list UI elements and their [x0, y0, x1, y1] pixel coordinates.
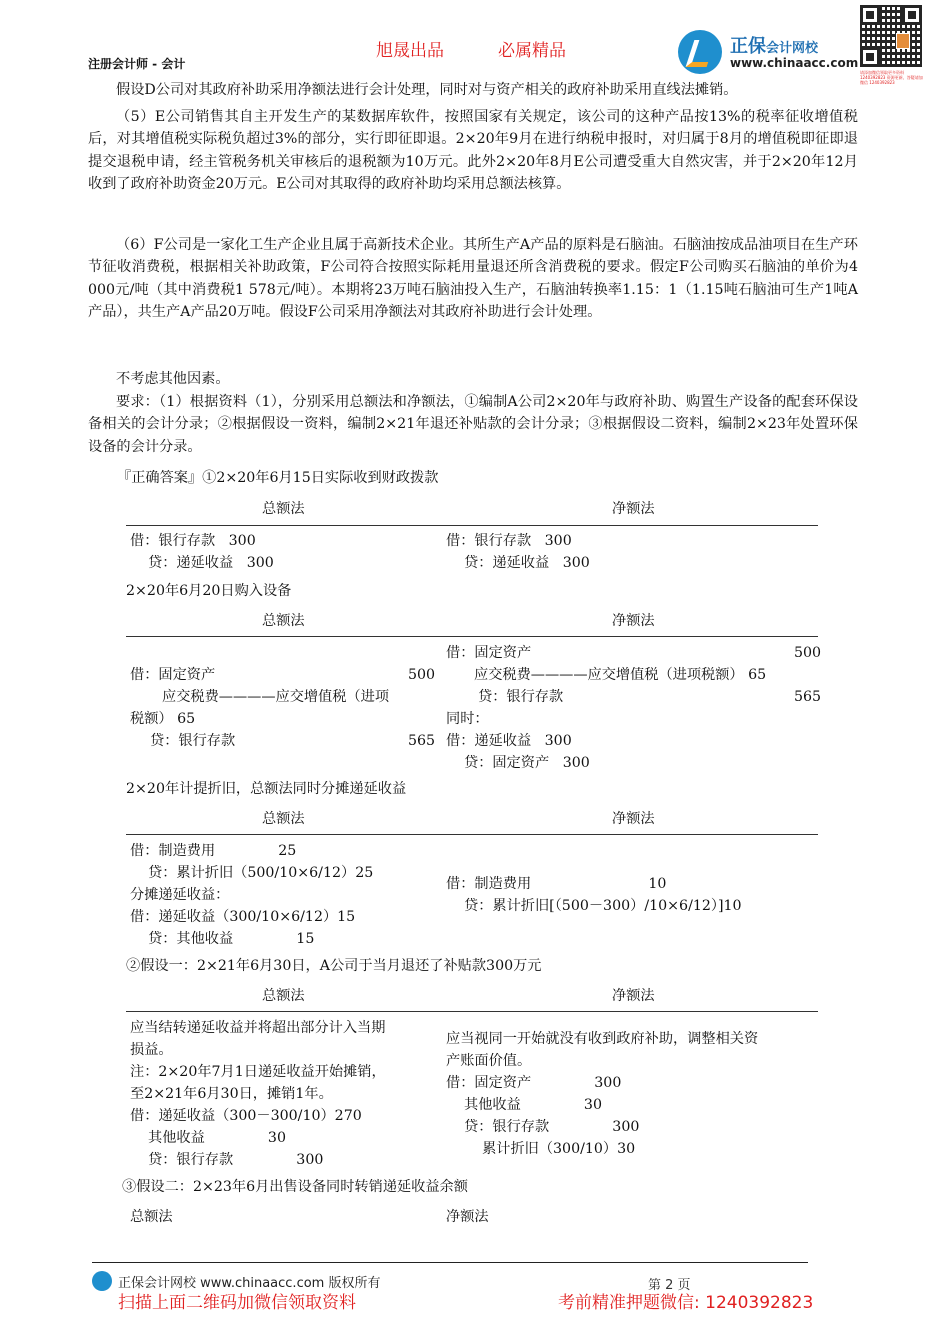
entry-line: 借：制造费用 10: [446, 876, 667, 892]
col-header-total: 总额法: [262, 501, 305, 517]
col-header-total: 总额法: [130, 1209, 173, 1225]
qr-note: 请添加微信领取更多资料 1240392823 资源更新、答疑请加微信 1240392823: [860, 70, 923, 85]
entry-line: 应交税费————应交增值税（进项税额） 65: [474, 667, 767, 683]
paragraph-no-other: 不考虑其他因素。: [116, 371, 230, 387]
col-header-net: 净额法: [612, 501, 655, 517]
col-header-net: 净额法: [612, 811, 655, 827]
entry-line: 贷：递延收益 300: [130, 555, 274, 571]
footer-copyright: 正保会计网校 www.chinaacc.com 版权所有: [118, 1276, 381, 1291]
entry-line: 贷：固定资产 300: [446, 755, 590, 771]
entry-line: 借：递延收益（300－300/10）270: [130, 1108, 362, 1124]
entry-line: 借：递延收益（300/10×6/12）15: [130, 909, 356, 925]
promo-left: 扫描上面二维码加微信领取资料: [118, 1293, 356, 1313]
header-brand-left: 旭晟出品: [376, 41, 444, 61]
entry-line: 借：制造费用 25: [130, 843, 297, 859]
entry-line: 应当视同一开始就没有收到政府补助，调整相关资: [446, 1031, 759, 1047]
logo-url: www.chinaacc.com: [730, 56, 859, 70]
entry-line: 借：递延收益 300: [446, 733, 572, 749]
entry-line: 累计折旧（300/10）30: [446, 1141, 636, 1157]
col-header-total: 总额法: [262, 811, 305, 827]
entry-line: 贷：银行存款 300: [130, 1152, 324, 1168]
col-header-total: 总额法: [262, 988, 305, 1004]
entry-line: 贷：递延收益 300: [446, 555, 590, 571]
col-header-net: 净额法: [446, 1209, 489, 1225]
entry-line: 注：2×20年7月1日递延收益开始摊销，: [130, 1064, 386, 1080]
entry-line: 借：固定资产: [130, 667, 216, 683]
entry-line: 贷：银行存款: [150, 733, 236, 749]
entry-line: 贷：银行存款 300: [446, 1119, 640, 1135]
logo-mark-icon: [678, 30, 722, 74]
header-brand-right: 必属精品: [498, 41, 566, 61]
entry-line: 应当结转递延收益并将超出部分计入当期: [130, 1020, 386, 1036]
entry-line: 贷：累计折旧（500/10×6/12）25: [130, 865, 374, 881]
section-title: 2×20年计提折旧，总额法同时分摊递延收益: [126, 781, 407, 797]
table-rule: [126, 1011, 818, 1012]
entry-line: 其他收益 30: [130, 1130, 286, 1146]
paragraph-6: （6）F公司是一家化工生产企业且属于高新技术企业。其所生产A产品的原料是石脑油。石脑油按成品油项目在生产环节征收消费税，根据相关补助政策，F公司符合按照实际耗用量退还所含消费税的要求。假定F公司购买石脑油的单价为4 000元/吨（其中消费税1 578元/吨）。本期将23万吨石脑油投入生产，石脑油转换率1.15：1（1.15吨石脑油可生产1吨A产品），共生产A产品20万吨。假设F公司采用净额法对其政府补助进行会计处理。: [88, 237, 858, 321]
entry-line: 至2×21年6月30日，摊销1年。: [130, 1086, 333, 1102]
logo-name: 正保会计网校: [730, 36, 819, 57]
footer-logo-icon: [92, 1271, 112, 1291]
table-rule: [126, 834, 818, 835]
entry-line: 其他收益 30: [446, 1097, 602, 1113]
entry-line: 借：固定资产: [446, 645, 532, 661]
col-header-net: 净额法: [612, 988, 655, 1004]
section-title: ③假设二：2×23年6月出售设备同时转销递延收益余额: [122, 1179, 468, 1195]
promo-right: 考前精准押题微信: 1240392823: [558, 1293, 814, 1313]
qr-code-icon: [860, 5, 922, 67]
entry-line: 应交税费————应交增值税（进项: [162, 689, 390, 705]
entry-amount: 500: [408, 667, 436, 683]
course-title: 注册会计师 - 会计: [88, 57, 186, 71]
answer-title: 『正确答案』①2×20年6月15日实际收到财政拨款: [117, 470, 439, 486]
entry-line: 损益。: [130, 1042, 173, 1058]
footer-rule: [92, 1262, 808, 1263]
entry-line: 贷：累计折旧[（500－300）/10×6/12）]10: [446, 898, 742, 914]
entry-line: 贷：其他收益 15: [130, 931, 315, 947]
page-number: 第 2 页: [648, 1278, 691, 1293]
entry-amount: 500: [794, 645, 822, 661]
col-header-net: 净额法: [612, 613, 655, 629]
entry-line: 借：固定资产 300: [446, 1075, 622, 1091]
paragraph-requirement: 要求：（1）根据资料（1），分别采用总额法和净额法，①编制A公司2×20年与政府补助、购置生产设备的配套环保设备相关的会计分录；②根据假设一资料，编制2×21年退还补贴款的会计分录；③根据假设二资料，编制2×23年处置环保设备的会计分录。: [88, 394, 858, 455]
entry-line: 产账面价值。: [446, 1053, 532, 1069]
entry-line: 税额） 65: [130, 711, 196, 727]
entry-line: 借：银行存款 300: [130, 533, 256, 549]
col-header-total: 总额法: [262, 613, 305, 629]
entry-amount: 565: [794, 689, 822, 705]
entry-line: 同时：: [446, 711, 489, 727]
paragraph-5: （5）E公司销售其自主开发生产的某数据库软件，按照国家有关规定，该公司的这种产品按13%的税率征收增值税后，对其增值税实际税负超过3%的部分，实行即征即退。2×20年9月在进行纳税申报时，对归属于8月的增值税即征即退提交退税申请，经主管税务机关审核后的退税额为10万元。此外2×20年8月E公司遭受重大自然灾害，并于2×20年12月收到了政府补助资金20万元。E公司对其取得的政府补助均采用总额法核算。: [88, 109, 858, 193]
chinaacc-logo: [678, 28, 859, 76]
entry-line: 贷：银行存款: [478, 689, 564, 705]
paragraph-d: 假设D公司对其政府补助采用净额法进行会计处理，同时对与资产相关的政府补助采用直线法摊销。: [116, 82, 738, 98]
section-title: 2×20年6月20日购入设备: [126, 583, 292, 599]
table-rule: [126, 525, 818, 526]
entry-line: 借：银行存款 300: [446, 533, 572, 549]
entry-amount: 565: [408, 733, 436, 749]
table-rule: [126, 636, 818, 637]
section-title: ②假设一：2×21年6月30日，A公司于当月退还了补贴款300万元: [126, 958, 542, 974]
entry-line: 分摊递延收益：: [130, 887, 230, 903]
